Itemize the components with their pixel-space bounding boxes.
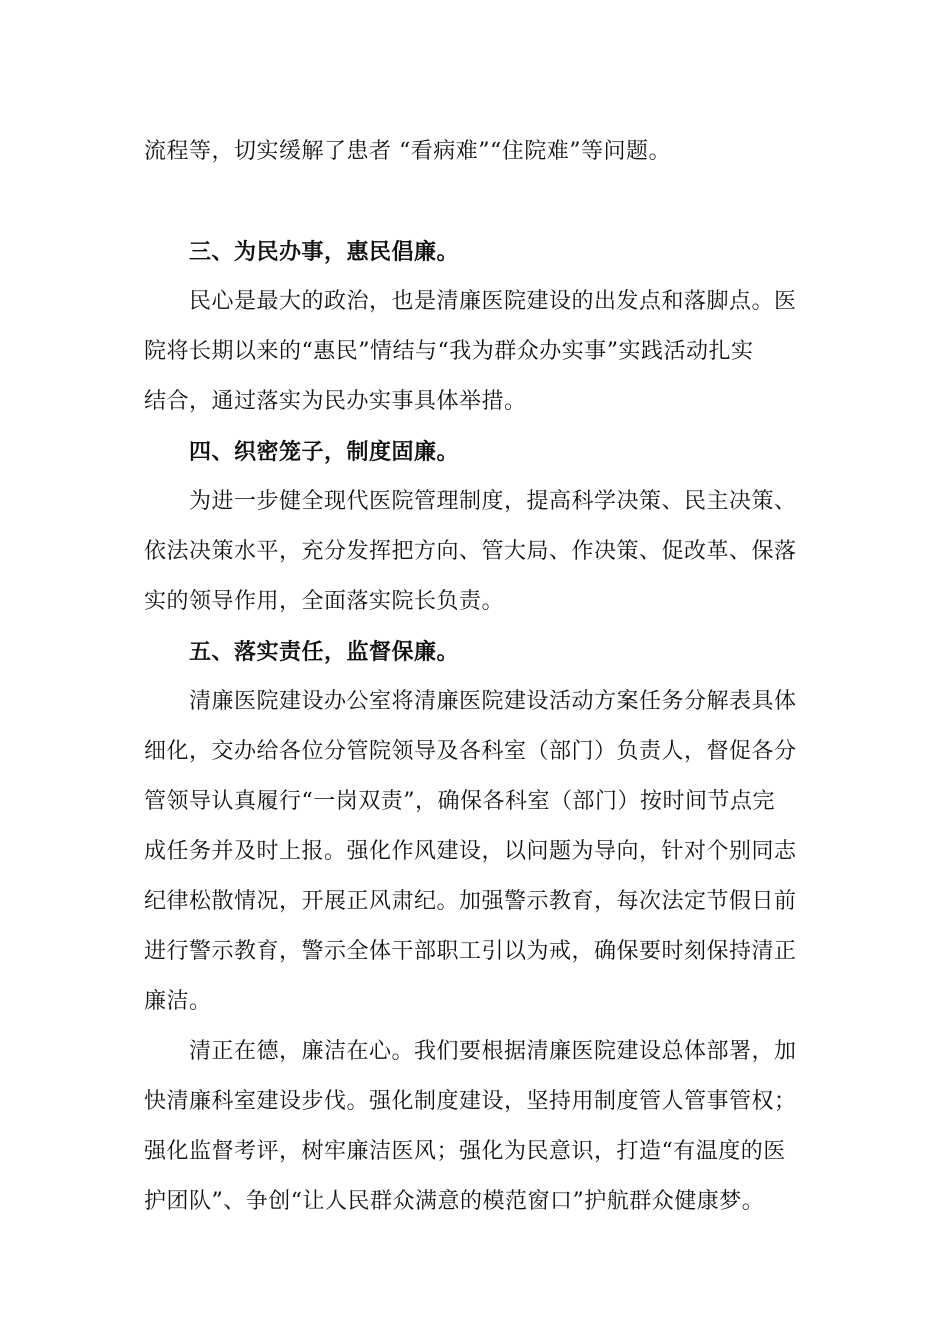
paragraph-line: 清廉医院建设办公室将清廉医院建设活动方案任务分解表具体 bbox=[189, 689, 797, 714]
paragraph-line: 纪律松散情况，开展正风肃纪。加强警示教育，每次法定节假日前 bbox=[144, 889, 797, 914]
paragraph-line: 强化监督考评，树牢廉洁医风；强化为民意识，打造“有温度的医 bbox=[144, 1139, 786, 1164]
paragraph-line: 依法决策水平，充分发挥把方向、管大局、作决策、促改革、保落 bbox=[144, 539, 797, 564]
paragraph-line: 成任务并及时上报。强化作风建设，以问题为导向，针对个别同志 bbox=[144, 839, 797, 864]
paragraph-line: 快清廉科室建设步伐。强化制度建设，坚持用制度管人管事管权； bbox=[144, 1089, 797, 1114]
paragraph-line: 护团队”、争创“让人民群众满意的模范窗口”护航群众健康梦。 bbox=[144, 1189, 765, 1214]
section-heading-5: 五、落实责任，监督保廉。 bbox=[189, 639, 460, 665]
paragraph-line: 流程等，切实缓解了患者 “看病难”“住院难”等问题。 bbox=[144, 139, 671, 164]
paragraph-line: 进行警示教育，警示全体干部职工引以为戒，确保要时刻保持清正 bbox=[144, 939, 797, 964]
paragraph-line: 院将长期以来的“惠民”情结与“我为群众办实事”实践活动扎实 bbox=[144, 339, 754, 364]
paragraph-line: 结合，通过落实为民办实事具体举措。 bbox=[144, 389, 527, 414]
paragraph-line: 实的领导作用，全面落实院长负责。 bbox=[144, 589, 505, 614]
paragraph-line: 廉洁。 bbox=[144, 989, 212, 1014]
paragraph-line: 为进一步健全现代医院管理制度，提高科学决策、民主决策、 bbox=[189, 489, 797, 514]
paragraph-line: 清正在德，廉洁在心。我们要根据清廉医院建设总体部署，加 bbox=[189, 1039, 797, 1064]
paragraph-line: 管领导认真履行“一岗双责”，确保各科室（部门）按时间节点完 bbox=[144, 789, 775, 814]
section-heading-3: 三、为民办事，惠民倡廉。 bbox=[189, 239, 460, 265]
paragraph-line: 民心是最大的政治，也是清廉医院建设的出发点和落脚点。医 bbox=[189, 289, 797, 314]
paragraph-line: 细化，交办给各位分管院领导及各科室（部门）负责人，督促各分 bbox=[144, 739, 797, 764]
section-heading-4: 四、织密笼子，制度固廉。 bbox=[189, 439, 460, 465]
